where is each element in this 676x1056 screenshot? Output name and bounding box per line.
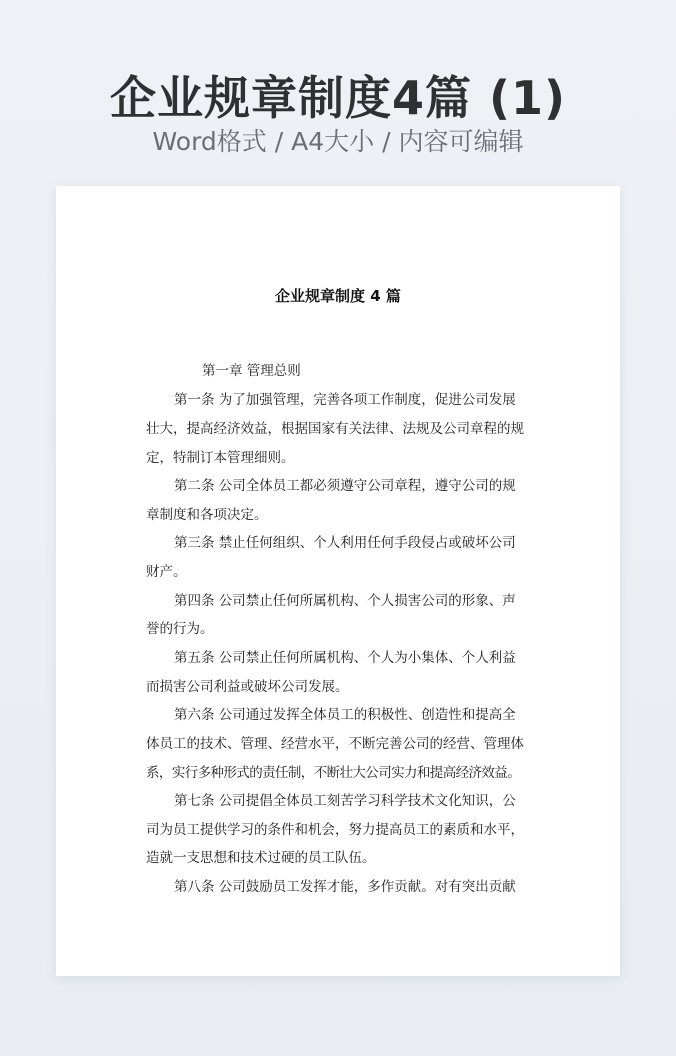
page-title: 企业规章制度4篇 (1) (109, 71, 567, 125)
page-subtitle: Word格式 / A4大小 / 内容可编辑 (152, 127, 524, 156)
paragraph-line: 章制度和各项决定。 (146, 507, 268, 523)
paragraph-line: 定，特制订本管理细则。 (146, 450, 295, 466)
paragraph-line: 而损害公司利益或破坏公司发展。 (146, 679, 349, 695)
document-title: 企业规章制度 4 篇 (275, 287, 401, 305)
paragraph-line: 第七条 公司提倡全体员工刻苦学习科学技术文化知识，公 (174, 793, 516, 809)
chapter-heading: 第一章 管理总则 (202, 363, 301, 379)
paragraph-line: 壮大，提高经济效益，根据国家有关法律、法规及公司章程的规 (146, 421, 524, 437)
paragraph-line: 第六条 公司通过发挥全体员工的积极性、创造性和提高全 (174, 707, 516, 723)
paragraph-line: 系，实行多种形式的责任制，不断壮大公司实力和提高经济效益。 (146, 765, 521, 781)
paragraph-line: 誉的行为。 (146, 621, 214, 637)
document-page (56, 186, 620, 976)
paragraph-line: 体员工的技术、管理、经营水平，不断完善公司的经营、管理体 (146, 736, 524, 752)
paragraph-line: 财产。 (146, 564, 187, 580)
paragraph-line: 造就一支思想和技术过硬的员工队伍。 (146, 850, 376, 866)
paragraph-line: 第五条 公司禁止任何所属机构、个人为小集体、个人利益 (174, 650, 516, 666)
paragraph-line: 第三条 禁止任何组织、个人利用任何手段侵占或破坏公司 (174, 535, 516, 551)
paragraph-line: 司为员工提供学习的条件和机会，努力提高员工的素质和水平， (146, 822, 524, 838)
paragraph-line: 第四条 公司禁止任何所属机构、个人损害公司的形象、声 (174, 593, 516, 609)
paragraph-line: 第二条 公司全体员工都必须遵守公司章程，遵守公司的规 (174, 478, 516, 494)
paragraph-line: 第八条 公司鼓励员工发挥才能，多作贡献。对有突出贡献 (174, 879, 516, 895)
paragraph-line: 第一条 为了加强管理，完善各项工作制度，促进公司发展 (174, 392, 516, 408)
